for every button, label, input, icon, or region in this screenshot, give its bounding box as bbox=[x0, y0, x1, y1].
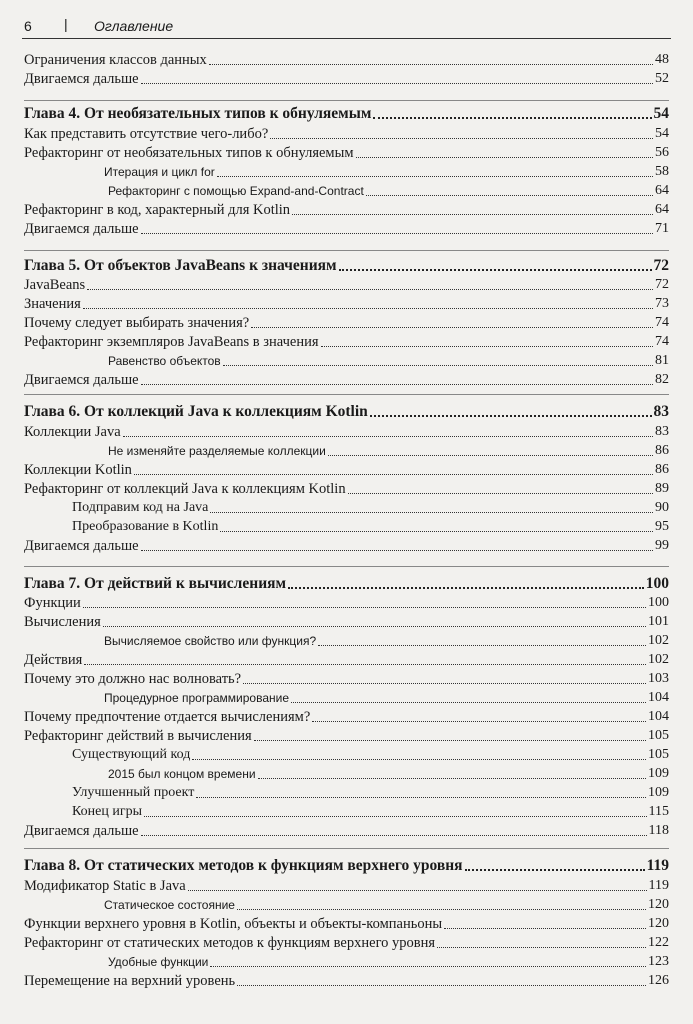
toc-entry bbox=[24, 612, 669, 630]
toc-entry-page: 119 bbox=[646, 857, 669, 874]
toc-entry-title: Функции верхнего уровня в Kotlin, объекты и объекты-компаньоны bbox=[24, 916, 443, 932]
dot-leader bbox=[258, 778, 646, 779]
dot-leader bbox=[220, 531, 653, 532]
dot-leader bbox=[196, 797, 646, 798]
dot-leader bbox=[254, 740, 646, 741]
toc-entry bbox=[24, 69, 669, 87]
toc-chapter-entry bbox=[24, 254, 669, 274]
toc-entry bbox=[24, 650, 669, 668]
toc-entry-page: 73 bbox=[655, 296, 669, 311]
toc-entry-page: 71 bbox=[655, 221, 669, 236]
toc-entry-title: Ограничения классов данных bbox=[24, 52, 207, 68]
toc-chapter-entry bbox=[24, 572, 669, 592]
toc-subentry bbox=[24, 517, 669, 535]
dot-leader bbox=[84, 664, 646, 665]
toc-entry-page: 105 bbox=[648, 728, 669, 743]
toc-entry-title: 2015 был концом времени bbox=[108, 767, 256, 781]
toc-entry-title: Глава 7. От действий к вычислениям bbox=[24, 575, 287, 592]
dot-leader bbox=[141, 233, 653, 234]
toc-subentry bbox=[24, 802, 669, 820]
toc-entry bbox=[24, 460, 669, 478]
toc-entry-page: 86 bbox=[655, 443, 669, 458]
toc-entry-title: Рефакторинг от статических методов к функциям верхнего уровня bbox=[24, 935, 436, 951]
toc-entry bbox=[24, 50, 669, 68]
toc-entry bbox=[24, 294, 669, 312]
chapter-divider bbox=[24, 250, 669, 251]
toc-entry-page: 102 bbox=[648, 652, 669, 667]
toc-entry bbox=[24, 536, 669, 554]
toc-entry-title: Равенство объектов bbox=[108, 354, 221, 368]
toc-entry-page: 74 bbox=[655, 334, 669, 349]
toc-entry-page: 95 bbox=[655, 519, 669, 534]
dot-leader bbox=[87, 289, 653, 290]
toc-entry-page: 99 bbox=[655, 538, 669, 553]
toc-entry-page: 101 bbox=[648, 614, 669, 629]
dot-leader bbox=[209, 64, 653, 65]
toc-entry-title: Значения bbox=[24, 296, 81, 312]
toc-entry-title: Функции bbox=[24, 595, 81, 611]
toc-subentry bbox=[24, 895, 669, 913]
dot-leader bbox=[291, 702, 646, 703]
chapter-divider bbox=[24, 848, 669, 849]
toc-entry-page: 126 bbox=[648, 973, 669, 988]
dot-leader bbox=[465, 869, 645, 871]
toc-subentry bbox=[24, 764, 669, 782]
toc-subentry bbox=[24, 181, 669, 199]
dot-leader bbox=[217, 176, 653, 177]
toc-entry-title: Конец игры bbox=[72, 804, 142, 819]
toc-entry-title: Модификатор Static в Java bbox=[24, 878, 186, 894]
toc-entry-page: 89 bbox=[655, 481, 669, 496]
toc-subentry bbox=[24, 688, 669, 706]
toc-entry-title: Глава 4. От необязательных типов к обнуляемым bbox=[24, 105, 372, 122]
dot-leader bbox=[141, 384, 653, 385]
toc-entry-page: 72 bbox=[655, 277, 669, 292]
dot-leader bbox=[251, 327, 653, 328]
toc-entry bbox=[24, 821, 669, 839]
toc-entry-page: 74 bbox=[655, 315, 669, 330]
dot-leader bbox=[328, 455, 653, 456]
dot-leader bbox=[141, 550, 653, 551]
dot-leader bbox=[83, 607, 646, 608]
toc-entry-title: Рефакторинг от необязательных типов к обнуляемым bbox=[24, 145, 354, 161]
toc-entry-title: Почему это должно нас волновать? bbox=[24, 671, 242, 687]
toc-entry-page: 58 bbox=[655, 164, 669, 179]
toc-entry-page: 119 bbox=[648, 878, 669, 893]
toc-entry-page: 109 bbox=[648, 785, 669, 800]
toc-entry-page: 83 bbox=[653, 403, 669, 420]
toc-entry bbox=[24, 313, 669, 331]
toc-entry-title: Подправим код на Java bbox=[72, 500, 209, 515]
dot-leader bbox=[123, 436, 653, 437]
toc-entry-page: 122 bbox=[648, 935, 669, 950]
toc-entry-page: 102 bbox=[648, 633, 669, 648]
toc-entry-page: 48 bbox=[655, 52, 669, 67]
toc-entry-title: Рефакторинг от коллекций Java к коллекциям Kotlin bbox=[24, 481, 346, 497]
chapter-divider bbox=[24, 100, 669, 101]
toc-entry-page: 100 bbox=[645, 575, 669, 592]
toc-entry-page: 105 bbox=[648, 747, 669, 762]
toc-entry-title: Двигаемся дальше bbox=[24, 823, 139, 839]
page-number: 6 bbox=[24, 18, 32, 34]
header-title: Оглавление bbox=[94, 18, 174, 34]
toc-entry-page: 54 bbox=[653, 105, 669, 122]
toc-entry-title: Глава 6. От коллекций Java к коллекциям Kotlin bbox=[24, 403, 368, 420]
toc-entry-page: 109 bbox=[648, 766, 669, 781]
toc-entry-title: Итерация и цикл for bbox=[104, 165, 215, 179]
toc-entry-page: 81 bbox=[655, 353, 669, 368]
toc-entry-title: Как представить отсутствие чего-либо? bbox=[24, 126, 269, 142]
chapter-divider bbox=[24, 394, 669, 395]
toc-entry-page: 72 bbox=[653, 257, 669, 274]
dot-leader bbox=[292, 214, 653, 215]
dot-leader bbox=[192, 759, 646, 760]
toc-entry-page: 56 bbox=[655, 145, 669, 160]
toc-entry-title: Удобные функции bbox=[108, 955, 209, 969]
toc-subentry bbox=[24, 162, 669, 180]
toc-entry bbox=[24, 370, 669, 388]
toc-entry-page: 103 bbox=[648, 671, 669, 686]
dot-leader bbox=[312, 721, 646, 722]
toc-entry-title: Рефакторинг экземпляров JavaBeans в значения bbox=[24, 334, 319, 350]
toc-entry-page: 120 bbox=[648, 897, 669, 912]
dot-leader bbox=[339, 269, 652, 271]
toc-subentry bbox=[24, 952, 669, 970]
dot-leader bbox=[348, 493, 653, 494]
toc-entry-title: Улучшенный проект bbox=[72, 785, 195, 800]
toc-entry-page: 100 bbox=[648, 595, 669, 610]
toc-entry-title: Процедурное программирование bbox=[104, 691, 290, 705]
toc-entry bbox=[24, 669, 669, 687]
toc-entry bbox=[24, 933, 669, 951]
toc-entry bbox=[24, 971, 669, 989]
toc-entry-page: 120 bbox=[648, 916, 669, 931]
dot-leader bbox=[237, 909, 646, 910]
toc-entry-page: 64 bbox=[655, 202, 669, 217]
toc-chapter-entry bbox=[24, 400, 669, 420]
toc-entry-page: 82 bbox=[655, 372, 669, 387]
dot-leader bbox=[188, 890, 647, 891]
dot-leader bbox=[134, 474, 653, 475]
toc-entry-title: Существующий код bbox=[72, 747, 191, 762]
toc-entry bbox=[24, 876, 669, 894]
toc-entry bbox=[24, 726, 669, 744]
toc-entry-page: 104 bbox=[648, 690, 669, 705]
toc-entry-title: Двигаемся дальше bbox=[24, 372, 139, 388]
toc-entry-title: Коллекции Kotlin bbox=[24, 462, 132, 478]
dot-leader bbox=[144, 816, 647, 817]
toc-entry bbox=[24, 200, 669, 218]
toc-entry-page: 118 bbox=[648, 823, 669, 838]
toc-entry bbox=[24, 914, 669, 932]
dot-leader bbox=[210, 966, 646, 967]
toc-subentry bbox=[24, 745, 669, 763]
toc-entry bbox=[24, 422, 669, 440]
toc-entry bbox=[24, 707, 669, 725]
dot-leader bbox=[318, 645, 646, 646]
running-header bbox=[22, 16, 671, 39]
dot-leader bbox=[321, 346, 653, 347]
toc-entry-title: Рефакторинг действий в вычисления bbox=[24, 728, 252, 744]
toc-entry-title: Перемещение на верхний уровень bbox=[24, 973, 236, 989]
toc-entry-page: 90 bbox=[655, 500, 669, 515]
toc-entry-title: Не изменяйте разделяемые коллекции bbox=[108, 444, 326, 458]
toc-subentry bbox=[24, 441, 669, 459]
toc-entry-page: 115 bbox=[648, 804, 669, 819]
toc-entry-title: Действия bbox=[24, 652, 83, 668]
dot-leader bbox=[141, 835, 647, 836]
dot-leader bbox=[444, 928, 646, 929]
toc-entry-page: 83 bbox=[655, 424, 669, 439]
toc-entry-title: Вычисляемое свойство или функция? bbox=[104, 634, 317, 648]
toc-entry bbox=[24, 219, 669, 237]
dot-leader bbox=[370, 415, 652, 417]
toc-entry-title: JavaBeans bbox=[24, 277, 86, 293]
toc-entry-title: Почему следует выбирать значения? bbox=[24, 315, 250, 331]
dot-leader bbox=[270, 138, 653, 139]
toc-entry-title: Вычисления bbox=[24, 614, 101, 630]
toc-entry-title: Двигаемся дальше bbox=[24, 71, 139, 87]
toc-entry-title: Двигаемся дальше bbox=[24, 538, 139, 554]
toc-entry bbox=[24, 479, 669, 497]
toc-entry bbox=[24, 593, 669, 611]
toc-entry-title: Преобразование в Kotlin bbox=[72, 519, 219, 534]
toc-entry-title: Коллекции Java bbox=[24, 424, 121, 440]
toc-subentry bbox=[24, 498, 669, 516]
dot-leader bbox=[288, 587, 644, 589]
toc-entry-page: 123 bbox=[648, 954, 669, 969]
chapter-divider bbox=[24, 566, 669, 567]
toc-entry-page: 54 bbox=[655, 126, 669, 141]
header-separator: | bbox=[64, 16, 68, 32]
dot-leader bbox=[141, 83, 653, 84]
toc-entry-page: 86 bbox=[655, 462, 669, 477]
toc-entry-title: Глава 8. От статических методов к функциям верхнего уровня bbox=[24, 857, 463, 874]
dot-leader bbox=[373, 117, 651, 119]
dot-leader bbox=[237, 985, 646, 986]
toc-subentry bbox=[24, 631, 669, 649]
toc-entry-title: Рефакторинг с помощью Expand-and-Contract bbox=[108, 184, 364, 198]
toc-entry-title: Статическое состояние bbox=[104, 898, 235, 912]
toc-entry bbox=[24, 332, 669, 350]
toc-entry bbox=[24, 143, 669, 161]
dot-leader bbox=[83, 308, 653, 309]
dot-leader bbox=[103, 626, 646, 627]
toc-entry-title: Глава 5. От объектов JavaBeans к значениям bbox=[24, 257, 337, 274]
toc-entry bbox=[24, 275, 669, 293]
dot-leader bbox=[210, 512, 653, 513]
toc-entry-page: 52 bbox=[655, 71, 669, 86]
toc-subentry bbox=[24, 351, 669, 369]
toc-entry bbox=[24, 124, 669, 142]
toc-entry-title: Рефакторинг в код, характерный для Kotlin bbox=[24, 202, 291, 218]
toc-entry-title: Двигаемся дальше bbox=[24, 221, 139, 237]
dot-leader bbox=[356, 157, 653, 158]
toc-entry-page: 104 bbox=[648, 709, 669, 724]
dot-leader bbox=[366, 195, 653, 196]
toc-entry-title: Почему предпочтение отдается вычислениям? bbox=[24, 709, 311, 725]
toc-subentry bbox=[24, 783, 669, 801]
dot-leader bbox=[223, 365, 653, 366]
toc-chapter-entry bbox=[24, 854, 669, 874]
toc-chapter-entry bbox=[24, 102, 669, 122]
dot-leader bbox=[437, 947, 646, 948]
toc-entry-page: 64 bbox=[655, 183, 669, 198]
dot-leader bbox=[243, 683, 646, 684]
